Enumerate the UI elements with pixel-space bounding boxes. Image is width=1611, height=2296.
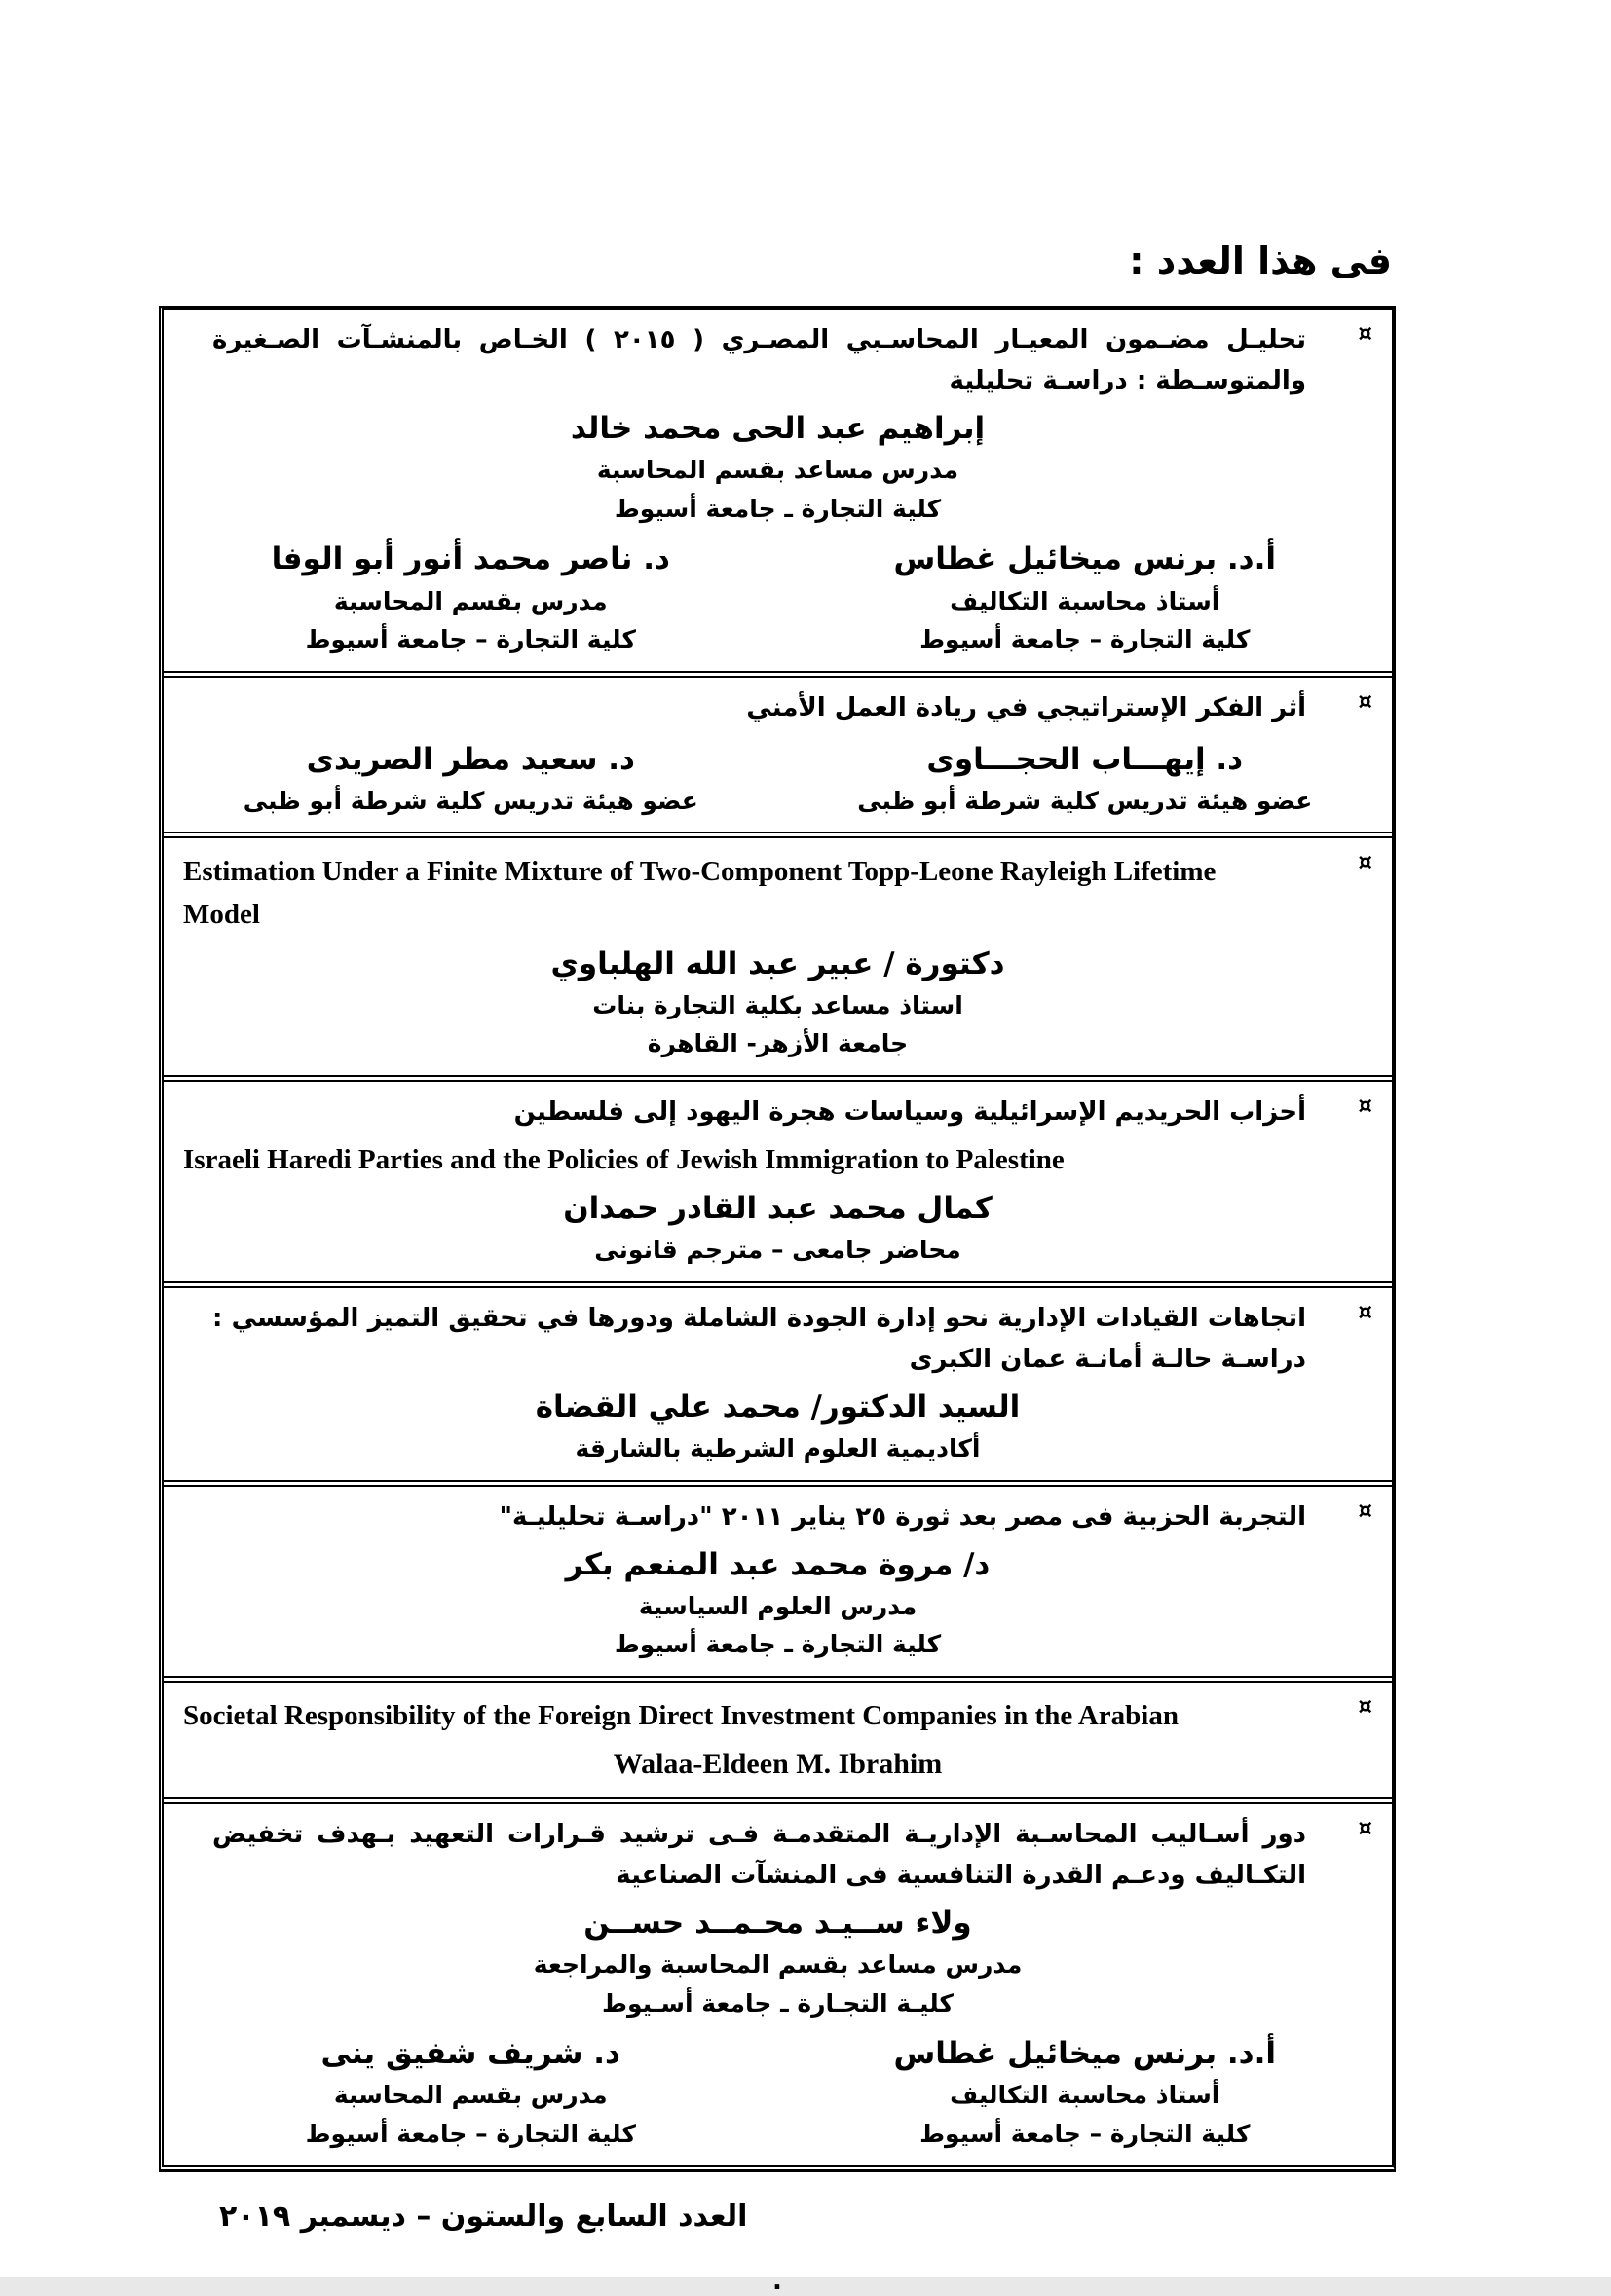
article-author-pair bbox=[164, 541, 1392, 658]
author-affiliation-line: أستاذ محاسبة التكاليف bbox=[950, 586, 1220, 615]
article-row bbox=[164, 832, 1392, 1074]
author-affiliation-block bbox=[778, 782, 1393, 821]
author-affiliation-line: استاذ مساعد بكلية التجارة بنات bbox=[592, 990, 963, 1019]
article-bullet-icon: ¤ bbox=[1358, 1092, 1372, 1119]
author-affiliation-line: عضو هيئة تدريس كلية شرطة أبو ظبى bbox=[857, 786, 1313, 815]
author-column-left bbox=[164, 541, 778, 658]
page-content bbox=[159, 240, 1396, 2296]
article-main-author bbox=[164, 1389, 1392, 1468]
article-bullet-icon: ¤ bbox=[1358, 1498, 1372, 1524]
article-title-arabic: التجربة الحزبية فى مصر بعد ثورة ٢٥ يناير ٢٠١١ "دراسـة تحليليـة" bbox=[499, 1501, 1306, 1532]
article-author-pair bbox=[164, 742, 1392, 821]
author-name: د. سعيد مطر الصريدى bbox=[306, 741, 635, 777]
article-bullet-icon: ¤ bbox=[1358, 1693, 1372, 1720]
author-name: Walaa-Eldeen M. Ibrahim bbox=[613, 1747, 943, 1780]
author-affiliation-block bbox=[164, 1587, 1392, 1664]
author-affiliation-line: جامعة الأزهر- القاهرة bbox=[647, 1029, 909, 1058]
author-affiliation-line: كلية التجارة – جامعة أسيوط bbox=[919, 2119, 1251, 2148]
author-name: د. إيهـــاب الحجـــاوى bbox=[926, 741, 1244, 777]
author-name: السيد الدكتور/ محمد علي القضاة bbox=[535, 1389, 1021, 1425]
author-column-right bbox=[778, 2036, 1393, 2153]
article-title-arabic: أثر الفكر الإستراتيجي في ريادة العمل الأمني bbox=[746, 692, 1306, 722]
page-number-dot: . bbox=[772, 2267, 782, 2296]
author-affiliation-line: كلية التجارة ـ جامعة أسيوط bbox=[614, 1630, 942, 1659]
author-affiliation-block bbox=[164, 986, 1392, 1063]
article-row bbox=[164, 310, 1392, 671]
author-name: أ.د. برنس ميخائيل غطاس bbox=[893, 2036, 1276, 2072]
article-main-author bbox=[164, 946, 1392, 1063]
article-bullet-icon: ¤ bbox=[1358, 850, 1372, 876]
article-row bbox=[164, 1281, 1392, 1480]
author-affiliation-line: محاضر جامعى – مترجم قانونى bbox=[594, 1236, 961, 1265]
author-name: د. شريف شفيق ينى bbox=[320, 2036, 620, 2072]
author-affiliation-block bbox=[164, 582, 778, 659]
article-row bbox=[164, 1480, 1392, 1676]
articles-table bbox=[159, 306, 1396, 2172]
article-bullet-icon: ¤ bbox=[1358, 688, 1372, 715]
author-name: كمال محمد عبد القادر حمدان bbox=[563, 1190, 993, 1226]
article-main-author bbox=[164, 1747, 1392, 1782]
article-title-english: Estimation Under a Finite Mixture of Two-Component Topp-Leone Rayleigh Lifetime Model bbox=[183, 856, 1217, 931]
article-title-arabic: دور أسـاليب المحاسـبة الإداريـة المتقدمـة فـى ترشيد قـرارات التعهيد بـهدف تخفيض التكـاليف ودعـم القدرة التنافسية فى المنشآت الصناعية bbox=[212, 1819, 1306, 1890]
article-main-author bbox=[164, 411, 1392, 528]
author-name: د/ مروة محمد عبد المنعم بكر bbox=[565, 1546, 991, 1582]
author-affiliation-line: عضو هيئة تدريس كلية شرطة أبو ظبى bbox=[243, 786, 698, 815]
article-row bbox=[164, 1075, 1392, 1281]
article-row bbox=[164, 1797, 1392, 2166]
author-affiliation-line: كلية التجارة – جامعة أسيوط bbox=[305, 625, 636, 654]
article-main-author bbox=[164, 1906, 1392, 2022]
author-affiliation-line: كليـة التجـارة ـ جامعة أسـيوط bbox=[602, 1988, 954, 2018]
article-row bbox=[164, 671, 1392, 833]
author-affiliation-block bbox=[778, 582, 1393, 659]
author-affiliation-line: مدرس العلوم السياسية bbox=[638, 1591, 918, 1620]
author-affiliation-block bbox=[778, 2076, 1393, 2153]
author-affiliation-line: أستاذ محاسبة التكاليف bbox=[950, 2081, 1220, 2110]
author-column-left bbox=[164, 742, 778, 821]
page-title: فى هذا العدد : bbox=[1129, 240, 1392, 282]
article-row bbox=[164, 1676, 1392, 1797]
author-affiliation-block bbox=[164, 2076, 778, 2153]
author-column-right bbox=[778, 541, 1393, 658]
article-title-arabic: تحليـل مضـمون المعيـار المحاسـبي المصـري ( ٢٠١٥ ) الخـاص بالمنشـآت الصـغيرة والمتوسـطة : دراسـة تحليلية bbox=[212, 325, 1307, 396]
article-bullet-icon: ¤ bbox=[1358, 1815, 1372, 1841]
article-title-english: Societal Responsibility of the Foreign Direct Investment Companies in the Arabian bbox=[183, 1699, 1179, 1731]
article-bullet-icon: ¤ bbox=[1358, 1299, 1372, 1325]
author-affiliation-line: كلية التجارة – جامعة أسيوط bbox=[305, 2119, 636, 2148]
author-affiliation-line: مدرس بقسم المحاسبة bbox=[333, 586, 608, 615]
author-affiliation-block bbox=[164, 782, 778, 821]
author-column-right bbox=[778, 742, 1393, 821]
article-main-author bbox=[164, 1547, 1392, 1664]
author-affiliation-line: كلية التجارة – جامعة أسيوط bbox=[919, 625, 1251, 654]
author-affiliation-line: مدرس مساعد بقسم المحاسبة والمراجعة bbox=[533, 1950, 1023, 1980]
author-affiliation-block bbox=[164, 1945, 1392, 2022]
article-title-arabic: اتجاهات القيادات الإدارية نحو إدارة الجودة الشاملة ودورها في تحقيق التميز المؤسسي : دراسـة حالـة أمانـة عمان الكبرى bbox=[212, 1303, 1306, 1374]
author-affiliation-block bbox=[164, 1231, 1392, 1270]
author-column-left bbox=[164, 2036, 778, 2153]
author-affiliation-block bbox=[164, 451, 1392, 528]
article-bullet-icon: ¤ bbox=[1358, 321, 1372, 347]
author-name: ولاء ســيـد محـمــد حســن bbox=[583, 1906, 972, 1942]
article-title-english: Israeli Haredi Parties and the Policies of Jewish Immigration to Palestine bbox=[183, 1143, 1065, 1175]
author-name: د. ناصر محمد أنور أبو الوفا bbox=[271, 541, 670, 577]
author-affiliation-line: مدرس بقسم المحاسبة bbox=[333, 2081, 608, 2110]
author-affiliation-block bbox=[164, 1429, 1392, 1468]
article-main-author bbox=[164, 1191, 1392, 1270]
author-name: أ.د. برنس ميخائيل غطاس bbox=[893, 541, 1276, 577]
article-author-pair bbox=[164, 2036, 1392, 2153]
author-name: إبراهيم عبد الحى محمد خالد bbox=[570, 411, 986, 447]
author-affiliation-line: مدرس مساعد بقسم المحاسبة bbox=[596, 456, 959, 485]
issue-footer: العدد السابع والستون – ديسمبر ٢٠١٩ bbox=[219, 2200, 748, 2235]
article-title-arabic: أحزاب الحريديم الإسرائيلية وسياسات هجرة اليهود إلى فلسطين bbox=[513, 1096, 1306, 1127]
author-affiliation-line: أكاديمية العلوم الشرطية بالشارقة bbox=[575, 1434, 981, 1463]
author-affiliation-line: كلية التجارة ـ جامعة أسيوط bbox=[614, 494, 942, 523]
author-name: دكتورة / عبير عبد الله الهلباوي bbox=[550, 945, 1005, 981]
